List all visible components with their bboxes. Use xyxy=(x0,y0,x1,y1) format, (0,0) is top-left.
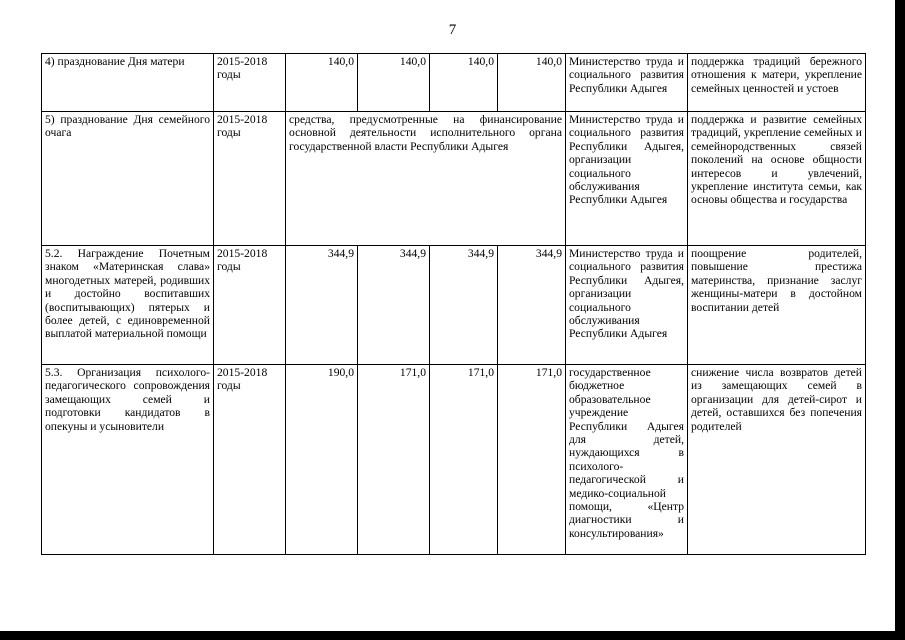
page-number: 7 xyxy=(448,22,457,38)
amount-cell: 344,9 xyxy=(286,246,358,365)
table-row xyxy=(42,112,866,246)
activity-name-cell: 5) празднование Дня семейного очага xyxy=(42,112,214,246)
table-row xyxy=(42,54,866,112)
activity-name-cell: 4) празднование Дня матери xyxy=(42,54,214,112)
activity-name-cell: 5.2. Награждение Почетным знаком «Материнская слава» многодетных матерей, родивших и достойно воспитавших (воспитывающих) пятерых и более детей, с единовременной выплатой материальной помощи xyxy=(42,246,214,365)
amount-cell: 140,0 xyxy=(498,54,566,112)
period-cell xyxy=(214,54,286,112)
amount-cell: 140,0 xyxy=(286,54,358,112)
period-cell xyxy=(214,246,286,365)
result-cell: поощрение родителей, повышение престижа материнства, признание заслуг женщины-матери в достойном воспитании детей xyxy=(688,246,866,365)
period-text: 2015-2018 годы xyxy=(217,55,268,82)
table-row xyxy=(42,246,866,365)
result-cell: снижение числа возвратов детей из замещающих семей в организации для детей-сирот и детей, оставшихся без попечения родителей xyxy=(688,365,866,555)
amount-cell: 171,0 xyxy=(430,365,498,555)
period-cell xyxy=(214,112,286,246)
period-text: 2015-2018 годы xyxy=(217,366,268,393)
program-activities-table xyxy=(41,53,866,555)
executor-cell: Министерство труда и социального развития Республики Адыгея, организации социального обслуживания Республики Адыгея xyxy=(566,246,688,365)
amount-cell: 171,0 xyxy=(498,365,566,555)
period-text: 2015-2018 годы xyxy=(217,113,268,140)
executor-cell: Министерство труда и социального развития Республики Адыгея xyxy=(566,54,688,112)
amount-cell: 344,9 xyxy=(358,246,430,365)
table-row xyxy=(42,365,866,555)
amount-cell: 344,9 xyxy=(430,246,498,365)
scan-border-bottom xyxy=(0,631,905,640)
amount-cell: 190,0 xyxy=(286,365,358,555)
funding-note-cell: средства, предусмотренные на финансирование основной деятельности исполнительного органа государственной власти Республики Адыгея xyxy=(286,112,566,246)
activity-name-cell: 5.3. Организация психолого-педагогического сопровождения замещающих семей и подготовки кандидатов в опекуны и усыновители xyxy=(42,365,214,555)
period-cell xyxy=(214,365,286,555)
amount-cell: 171,0 xyxy=(358,365,430,555)
scan-border-right xyxy=(895,0,905,640)
amount-cell: 140,0 xyxy=(358,54,430,112)
amount-cell: 344,9 xyxy=(498,246,566,365)
result-cell: поддержка традиций бережного отношения к матери, укрепление семейных ценностей и устоев xyxy=(688,54,866,112)
result-cell: поддержка и развитие семейных традиций, укрепление семейных и семейнородственных связей поколений на основе общности интересов и увлечений, укрепление института семьи, как основы общества и государства xyxy=(688,112,866,246)
amount-cell: 140,0 xyxy=(430,54,498,112)
executor-cell: Министерство труда и социального развития Республики Адыгея, организации социального обслуживания Республики Адыгея xyxy=(566,112,688,246)
executor-cell: государственное бюджетное образовательное учреждение Республики Адыгея для детей, нуждающихся в психолого-педагогической и медико-социальной помощи, «Центр диагностики и консультирования» xyxy=(566,365,688,555)
period-text: 2015-2018 годы xyxy=(217,247,268,274)
